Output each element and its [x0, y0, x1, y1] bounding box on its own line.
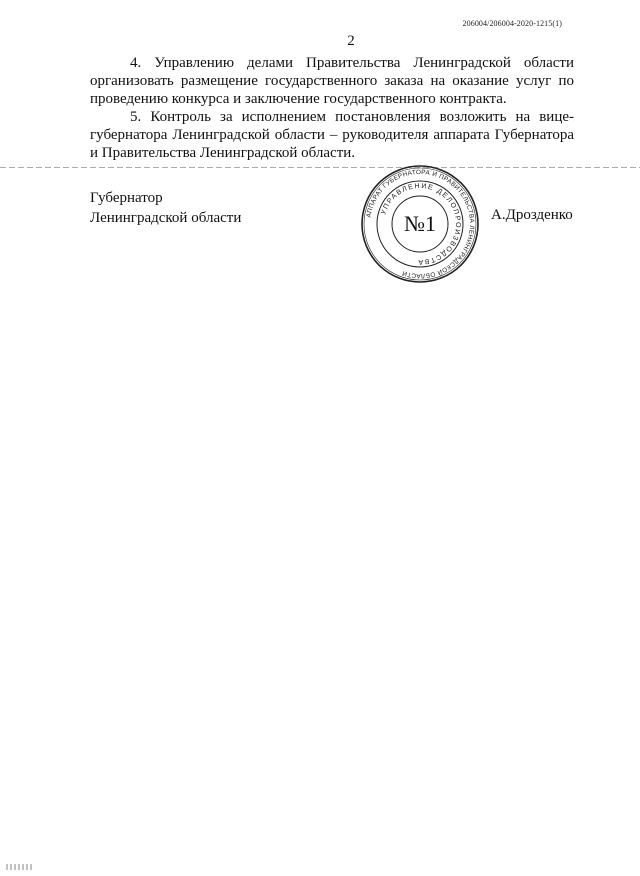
- stamp-inner-text: УПРАВЛЕНИЕ ДЕЛОПРОИЗВОДСТВА: [380, 182, 462, 266]
- scan-artifact-line: [0, 167, 640, 168]
- paragraph-5-number: 5.: [130, 109, 142, 125]
- scan-corner-mark: [6, 864, 34, 870]
- page-number: 2: [347, 33, 355, 49]
- document-id: 206004/206004-2020-1215(1): [462, 19, 562, 28]
- stamp-number: №1: [404, 211, 436, 236]
- document-body: [90, 54, 574, 162]
- paragraph-5: [90, 108, 574, 162]
- paragraph-4-text: Управлению делами Правительства Ленинградской области организовать размещение государственного заказа на оказание услуг по проведению конкурса и заключение государственного контракта.: [90, 55, 575, 107]
- paragraph-4: [90, 54, 574, 108]
- signature-title: [90, 188, 241, 228]
- stamp-outer-text: АППАРАТ ГУБЕРНАТОРА И ПРАВИТЕЛЬСТВА ЛЕНИНГРАДСКОЙ ОБЛАСТИ: [365, 168, 476, 280]
- signer-name: А.Дрозденко: [491, 207, 573, 223]
- paragraph-5-text: Контроль за исполнением постановления возложить на вице-губернатора Ленинградской области – руководителя аппарата Губернатора и Правительства Ленинградской области.: [90, 109, 575, 161]
- official-stamp: [360, 164, 480, 284]
- signature-title-line2: Ленинградской области: [90, 210, 242, 226]
- paragraph-4-number: 4.: [130, 55, 142, 71]
- signature-title-line1: Губернатор: [90, 190, 163, 206]
